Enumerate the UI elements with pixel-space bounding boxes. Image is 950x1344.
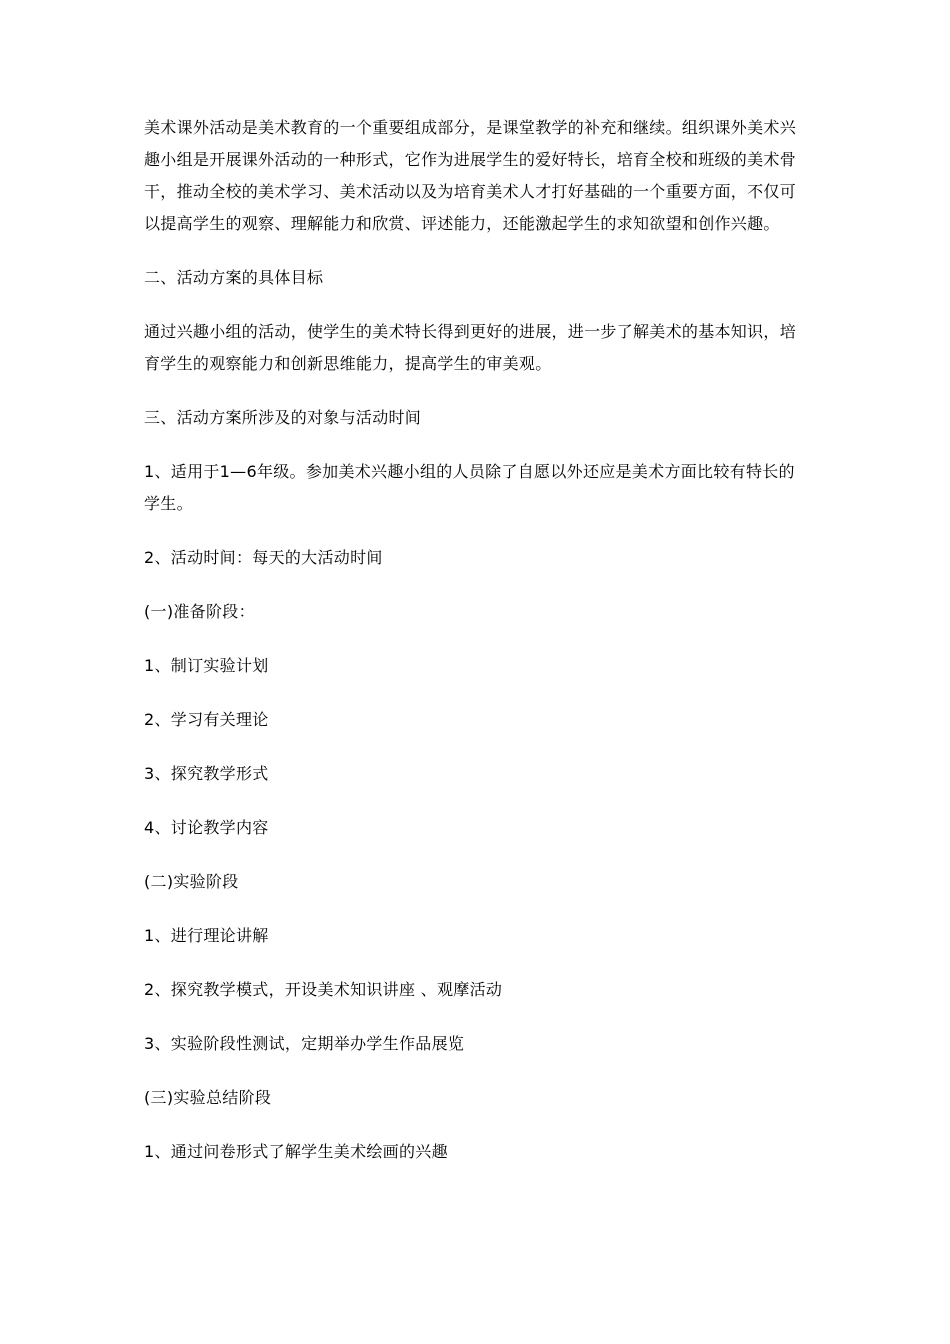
list-item: 1、通过问卷形式了解学生美术绘画的兴趣 [144,1142,448,1161]
list-item: 2、探究教学模式，开设美术知识讲座 、观摩活动 [144,980,503,999]
stage-heading-summary: (三)实验总结阶段 [144,1088,272,1107]
stage-heading-experiment: (二)实验阶段 [144,872,239,891]
section-heading-targets: 三、活动方案所涉及的对象与活动时间 [144,408,422,427]
list-item: 3、实验阶段性测试，定期举办学生作品展览 [144,1034,465,1053]
targets-item-2: 2、活动时间：每天的大活动时间 [144,548,383,567]
list-item: 1、进行理论讲解 [144,926,269,945]
list-item: 3、探究教学形式 [144,764,269,783]
list-item: 4、讨论教学内容 [144,818,269,837]
list-item: 1、制订实验计划 [144,656,269,675]
intro-paragraph: 美术课外活动是美术教育的一个重要组成部分，是课堂教学的补充和继续。组织课外美术兴趣小组是开展课外活动的一种形式，它作为进展学生的爱好特长，培育全校和班级的美术骨干，推动全校的美术学习、美术活动以及为培育美术人才打好基础的一个重要方面，不仅可以提高学生的观察、理解能力和欣赏、评述能力，还能激起学生的求知欲望和创作兴趣。 [144,118,797,233]
section-heading-goals: 二、活动方案的具体目标 [144,268,324,287]
document-body [144,112,804,1168]
goals-paragraph: 通过兴趣小组的活动，使学生的美术特长得到更好的进展，进一步了解美术的基本知识，培育学生的观察能力和创新思维能力，提高学生的审美观。 [144,322,797,373]
stage-heading-preparation: (一)准备阶段： [144,602,255,621]
list-item: 2、学习有关理论 [144,710,269,729]
targets-item-1: 1、适用于1—6年级。参加美术兴趣小组的人员除了自愿以外还应是美术方面比较有特长的学生。 [144,462,795,513]
